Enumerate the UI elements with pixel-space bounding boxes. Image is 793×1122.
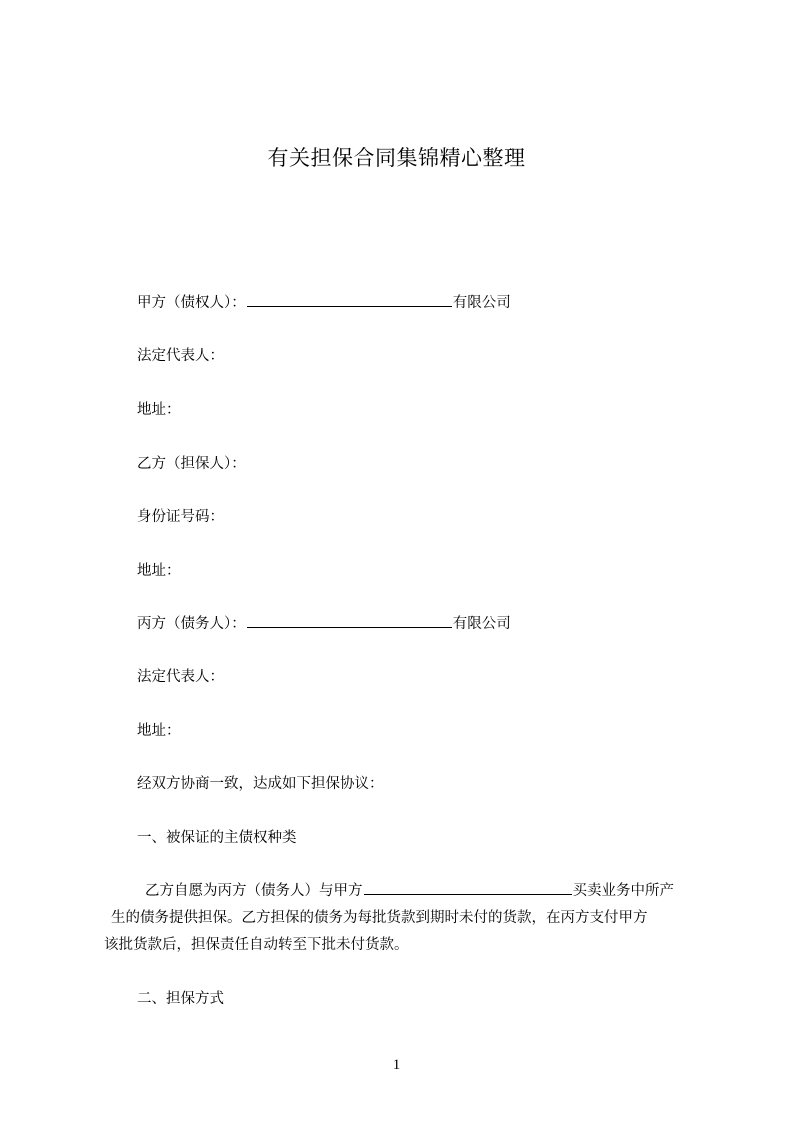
party-b-address: 地址： (137, 563, 181, 579)
agreement-intro: 经双方协商一致，达成如下担保协议： (137, 776, 384, 792)
party-a-blank (247, 305, 452, 307)
party-c-line (137, 612, 511, 633)
section-1-title: 一、被保证的主债权种类 (137, 830, 297, 846)
party-a-suffix: 有限公司 (452, 295, 511, 311)
section-1-body-suffix: 买卖业务中所产 (572, 883, 674, 899)
page-number: 1 (392, 1057, 401, 1073)
section-1-body-prefix: 乙方自愿为丙方（债务人）与甲方 (145, 883, 363, 899)
section-1-blank (364, 893, 572, 895)
section-2-title: 二、担保方式 (137, 991, 224, 1007)
party-a-line (137, 291, 511, 312)
party-c-suffix: 有限公司 (452, 616, 511, 632)
section-1-body-line-3: 该批货款后，担保责任自动转至下批未付货款。 (104, 937, 409, 953)
party-c-blank (247, 626, 452, 628)
document-title: 有关担保合同集锦精心整理 (267, 146, 526, 170)
section-1-body-line-1 (145, 879, 674, 900)
section-1-body-line-2: 生的债务提供担保。乙方担保的债务为每批货款到期时未付的货款，在丙方支付甲方 (111, 910, 648, 926)
party-b-line: 乙方（担保人）： (137, 456, 246, 472)
party-c-representative: 法定代表人： (137, 669, 224, 685)
party-c-address: 地址： (137, 723, 181, 739)
party-a-address: 地址： (137, 402, 181, 418)
party-b-id-number: 身份证号码： (137, 509, 224, 525)
party-a-label: 甲方（债权人）： (137, 295, 246, 311)
party-a-representative: 法定代表人： (137, 348, 224, 364)
party-c-label: 丙方（债务人）： (137, 616, 246, 632)
